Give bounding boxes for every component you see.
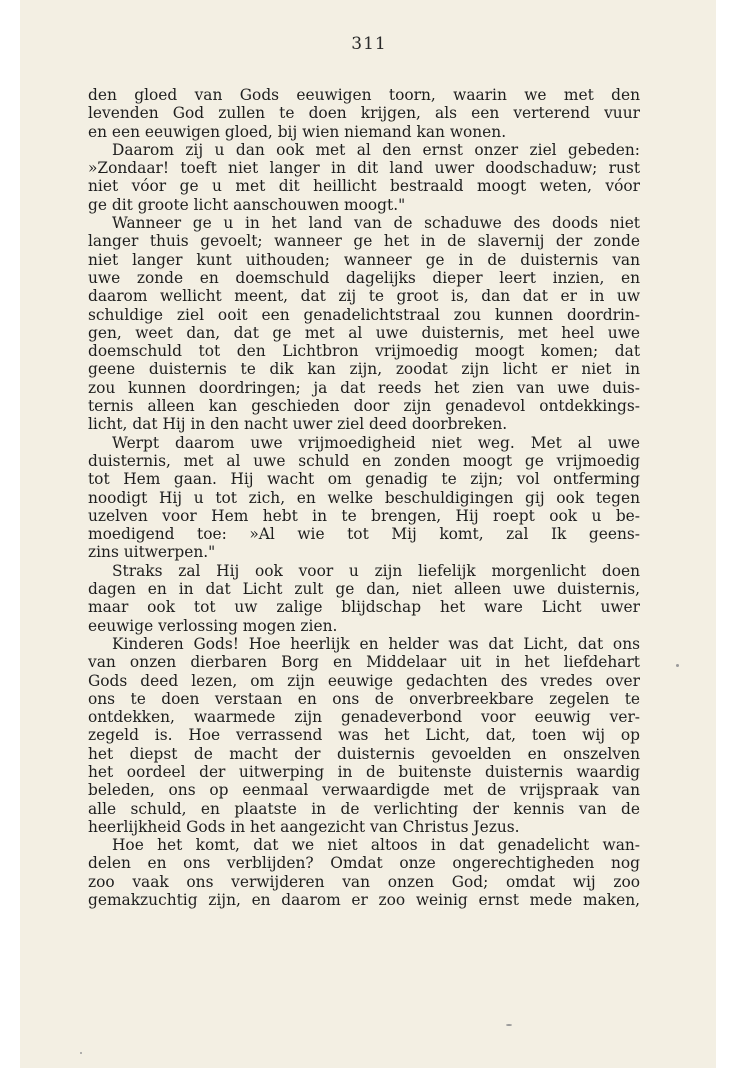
text-line: eeuwige verlossing mogen zien.: [88, 616, 338, 635]
text-line: maar ook tot uw zalige blijdschap het ware Licht uwer: [88, 598, 640, 617]
page-body-text: [88, 86, 640, 909]
text-line: niet langer kunt uithouden; wanneer ge in de duisternis van: [88, 250, 640, 269]
page-number: 311: [351, 34, 387, 54]
text-line: doemschuld tot den Lichtbron vrijmoedig moogt komen; dat: [88, 342, 640, 361]
text-line: het oordeel der uitwerping in de buitenste duisternis waardig: [88, 762, 640, 781]
text-line: dagen en in dat Licht zult ge dan, niet alleen uwe duisternis,: [88, 580, 640, 599]
text-line: ge dit groote licht aanschouwen moogt.": [88, 195, 406, 214]
text-line: gen, weet dan, dat ge met al uwe duisternis, met heel uwe: [88, 323, 640, 342]
text-line: langer thuis gevoelt; wanneer ge het in de slavernij der zonde: [88, 232, 640, 251]
text-line: noodigt Hij u tot zich, en welke beschuldigingen gij ook tegen: [88, 488, 640, 507]
text-line: ons te doen verstaan en ons de onverbreekbare zegelen te: [88, 689, 640, 708]
text-line: schuldige ziel ooit een genadelichtstraal zou kunnen doordrin-: [88, 305, 640, 324]
text-line: »Zondaar! toeft niet langer in dit land uwer doodschaduw; rust: [88, 159, 640, 178]
text-line: zoo vaak ons verwijderen van onzen God; omdat wij zoo: [88, 872, 640, 891]
text-line: niet vóor ge u met dit heillicht bestraald moogt weten, vóor: [88, 177, 640, 196]
text-line: Daarom zij u dan ook met al den ernst onzer ziel gebeden:: [112, 140, 640, 159]
text-line: ontdekken, waarmede zijn genadeverbond voor eeuwig ver-: [88, 708, 640, 727]
text-line: levenden God zullen te doen krijgen, als een verterend vuur: [88, 104, 640, 123]
text-line: Hoe het komt, dat we niet altoos in dat genadelicht wan-: [112, 836, 640, 855]
text-line: zou kunnen doordringen; ja dat reeds het zien van uwe duis-: [88, 378, 640, 397]
text-line: Gods deed lezen, om zijn eeuwige gedachten des vredes over: [88, 671, 640, 690]
text-line: Wanneer ge u in het land van de schaduwe des doods niet: [112, 214, 640, 233]
text-line: moedigend toe: »Al wie tot Mij komt, zal Ik geens-: [88, 525, 640, 544]
text-line: zegeld is. Hoe verrassend was het Licht, dat, toen wij op: [88, 726, 640, 745]
page-speck: [80, 1052, 82, 1054]
text-line: duisternis, met al uwe schuld en zonden moogt ge vrijmoedig: [88, 451, 640, 470]
text-line: daarom wellicht meent, dat zij te groot is, dan dat er in uw: [88, 287, 640, 306]
text-line: van onzen dierbaren Borg en Middelaar uit in het liefdehart: [88, 653, 640, 672]
text-line: den gloed van Gods eeuwigen toorn, waarin we met den: [88, 86, 640, 104]
page-speck: [506, 1024, 512, 1026]
text-line: beleden, ons op eenmaal verwaardigde met de vrijspraak van: [88, 781, 640, 800]
text-line: delen en ons verblijden? Omdat onze ongerechtigheden nog: [88, 854, 640, 873]
text-line: heerlijkheid Gods in het aangezicht van Christus Jezus.: [88, 817, 520, 836]
text-line: Kinderen Gods! Hoe heerlijk en helder was dat Licht, dat ons: [112, 634, 640, 653]
text-line: Werpt daarom uwe vrijmoedigheid niet weg. Met al uwe: [112, 433, 640, 452]
text-line: en een eeuwigen gloed, bij wien niemand kan wonen.: [88, 122, 507, 141]
text-line: tot Hem gaan. Hij wacht om genadig te zijn; vol ontferming: [88, 470, 640, 489]
text-line: geene duisternis te dik kan zijn, zoodat zijn licht er niet in: [88, 360, 640, 379]
text-line: licht, dat Hij in den nacht uwer ziel deed doorbreken.: [88, 415, 508, 434]
text-line: uzelven voor Hem hebt in te brengen, Hij roept ook u be-: [88, 506, 640, 525]
text-line: Straks zal Hij ook voor u zijn liefelijk morgenlicht doen: [112, 561, 640, 580]
text-line: alle schuld, en plaatste in de verlichting der kennis van de: [88, 799, 640, 818]
text-line: ternis alleen kan geschieden door zijn genadevol ontdekkings-: [88, 397, 640, 416]
text-line: uwe zonde en doemschuld dagelijks dieper leert inzien, en: [88, 268, 640, 287]
text-line: het diepst de macht der duisternis gevoelden en onszelven: [88, 744, 640, 763]
text-line: gemakzuchtig zijn, en daarom er zoo weinig ernst mede maken,: [88, 891, 640, 910]
page-speck: [676, 664, 679, 667]
text-line: zins uitwerpen.": [88, 543, 216, 562]
